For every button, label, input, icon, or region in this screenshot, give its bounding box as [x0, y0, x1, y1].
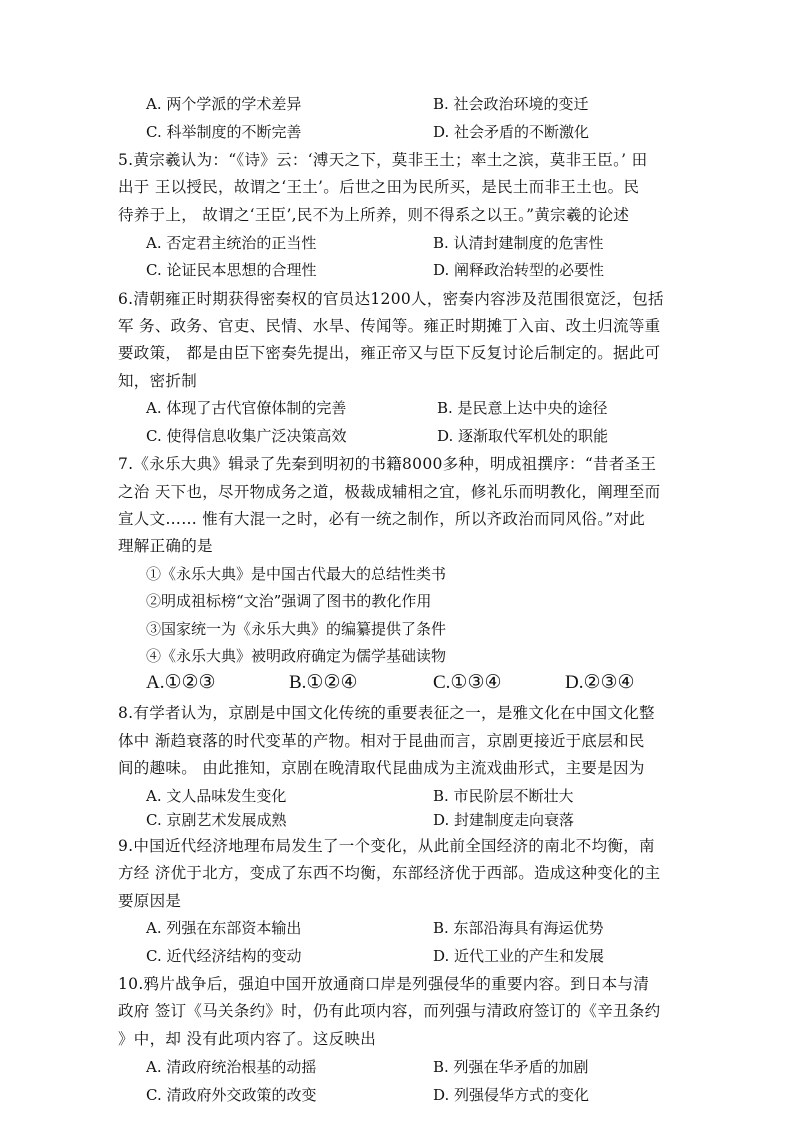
q6-stem-line-4: 知，密折制 — [118, 372, 198, 390]
q10-stem-line-1: 10.鸦片战争后，强迫中国开放通商口岸是列强侵华的重要内容。到日本与清 — [118, 975, 650, 993]
q7-statement-1: ①《永乐大典》是中国古代最大的总结性类书 — [146, 565, 447, 583]
q4-option-b[interactable]: B. 社会政治环境的变迁 — [433, 95, 589, 113]
q10-stem-line-2: 政府 签订《马关条约》时，仍有此项内容，而列强与清政府签订的《辛丑条约 — [118, 1002, 661, 1020]
q4-option-c[interactable]: C. 科举制度的不断完善 — [146, 123, 302, 141]
q4-option-a[interactable]: A. 两个学派的学术差异 — [146, 95, 302, 113]
q10-option-b[interactable]: B. 列强在华矛盾的加剧 — [433, 1058, 589, 1076]
q4-option-d[interactable]: D. 社会矛盾的不断激化 — [433, 123, 590, 141]
q10-option-c[interactable]: C. 清政府外交政策的改变 — [146, 1086, 317, 1104]
q9-stem-line-3: 要原因是 — [118, 892, 182, 910]
q7-statement-2: ②明成祖标榜“文治”强调了图书的教化作用 — [146, 592, 432, 610]
q10-option-a[interactable]: A. 清政府统治根基的动摇 — [146, 1058, 317, 1076]
q6-stem-line-1: 6.清朝雍正时期获得密奏权的官员达1200人，密奏内容涉及范围很宽泛，包括 — [118, 290, 664, 308]
q8-stem-line-1: 8.有学者认为，京剧是中国文化传统的重要表征之一，是雅文化在中国文化整 — [118, 704, 655, 722]
q6-option-b[interactable]: B. 是民意上达中央的途径 — [437, 399, 608, 417]
q6-stem-line-2: 军 务、政务、官吏、民情、水旱、传闻等。雍正时期摊丁入亩、改土归流等重 — [118, 317, 661, 335]
q8-stem-line-2: 体中 渐趋衰落的时代变革的产物。相对于昆曲而言，京剧更接近于底层和民 — [118, 732, 645, 750]
q7-option-b[interactable]: B.①②④ — [289, 672, 358, 693]
q9-option-c[interactable]: C. 近代经济结构的变动 — [146, 947, 302, 965]
q7-stem-line-1: 7.《永乐大典》辑录了先秦到明初的书籍8000多种，明成祖撰序：“昔者圣王 — [118, 455, 657, 473]
q8-option-d[interactable]: D. 封建制度走向衰落 — [433, 811, 575, 829]
q9-stem-line-1: 9.中国近代经济地理布局发生了一个变化，从此前全国经济的南北不均衡，南 — [118, 837, 655, 855]
q10-option-d[interactable]: D. 列强侵华方式的变化 — [433, 1086, 590, 1104]
q5-option-c[interactable]: C. 论证民本思想的合理性 — [146, 261, 317, 279]
q6-stem-line-3: 要政策， 都是由臣下密奏先提出，雍正帝又与臣下反复讨论后制定的。据此可 — [118, 344, 661, 362]
q9-option-d[interactable]: D. 近代工业的产生和发展 — [433, 947, 605, 965]
q7-option-c[interactable]: C.①③④ — [433, 672, 502, 693]
q7-option-a[interactable]: A.①②③ — [146, 672, 216, 693]
q10-stem-line-3: 》中，却 没有此项内容了。这反映出 — [118, 1030, 377, 1048]
q7-stem-line-3: 宣人文…… 惟有大混一之时，必有一统之制作，所以齐政治而同风俗。”对此 — [118, 510, 646, 528]
q9-stem-line-2: 方经 济优于北方，变成了东西不均衡，东部经济优于西部。造成这种变化的主 — [118, 864, 661, 882]
q9-option-a[interactable]: A. 列强在东部资本输出 — [146, 919, 302, 937]
q7-stem-line-4: 理解正确的是 — [118, 537, 213, 555]
q8-option-c[interactable]: C. 京剧艺术发展成熟 — [146, 811, 287, 829]
q7-option-d[interactable]: D.②③④ — [565, 672, 635, 693]
q8-option-b[interactable]: B. 市民阶层不断壮大 — [433, 787, 574, 805]
q8-option-a[interactable]: A. 文人品味发生变化 — [146, 787, 287, 805]
q5-stem-line-1: 5.黄宗羲认为：“《诗》云：‘溥天之下，莫非王土；率土之滨，莫非王臣。’ 田 — [118, 151, 648, 169]
q5-stem-line-2: 出于 王以授民，故谓之‘王土’。后世之田为民所买，是民土而非王土也。民 — [118, 178, 640, 196]
q7-stem-line-2: 之治 天下也，尽开物成务之道，极裁成辅相之宜，修礼乐而明教化，阐理至而 — [118, 483, 661, 501]
q5-stem-line-3: 待养于上， 故谓之‘王臣’,民不为上所养，则不得系之以王。”黄宗羲的论述 — [118, 206, 630, 224]
q5-option-a[interactable]: A. 否定君主统治的正当性 — [146, 234, 317, 252]
q5-option-d[interactable]: D. 阐释政治转型的必要性 — [433, 261, 605, 279]
q7-statement-3: ③国家统一为《永乐大典》的编纂提供了条件 — [146, 620, 447, 638]
q6-option-c[interactable]: C. 使得信息收集广泛决策高效 — [146, 427, 347, 445]
q6-option-a[interactable]: A. 体现了古代官僚体制的完善 — [146, 399, 347, 417]
q8-stem-line-3: 间的趣味。 由此推知，京剧在晚清取代昆曲成为主流戏曲形式，主要是因为 — [118, 759, 645, 777]
q6-option-d[interactable]: D. 逐渐取代军机处的职能 — [437, 427, 609, 445]
q9-option-b[interactable]: B. 东部沿海具有海运优势 — [433, 919, 604, 937]
q5-option-b[interactable]: B. 认清封建制度的危害性 — [433, 234, 604, 252]
q7-statement-4: ④《永乐大典》被明政府确定为儒学基础读物 — [146, 647, 447, 665]
